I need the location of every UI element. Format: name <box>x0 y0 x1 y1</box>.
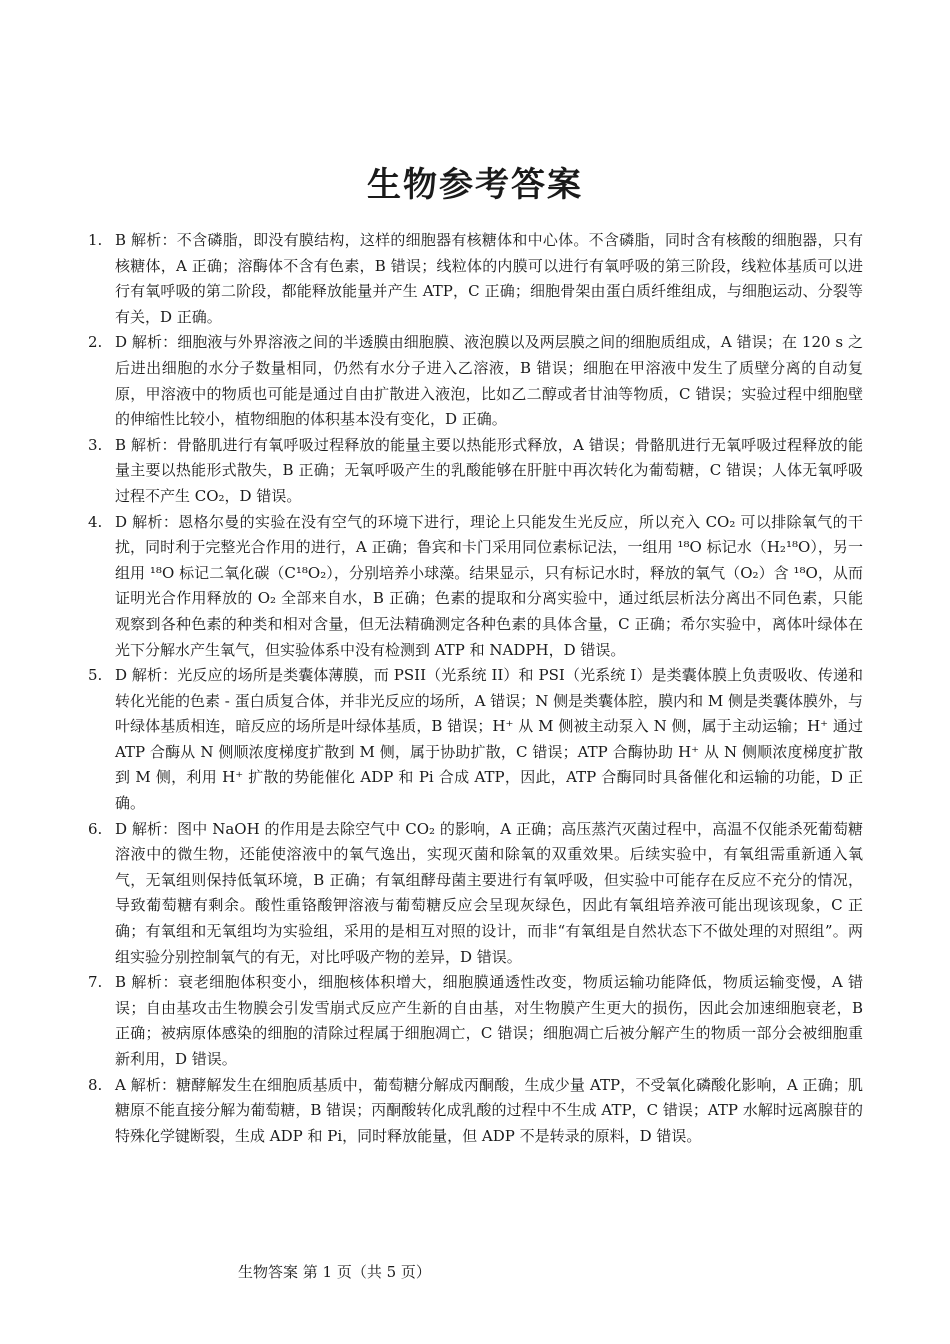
answer-number: 3. <box>88 435 103 454</box>
answer-text: B 解析：衰老细胞体积变小，细胞核体积增大，细胞膜通透性改变，物质运输功能降低，物质运输变慢，A 错误；自由基攻击生物膜会引发雪崩式反应产生新的自由基，对生物膜产生更大的损伤，因此会加速细胞衰老，B 正确；被病原体感染的细胞的清除过程属于细胞凋亡，C 错误；细胞凋亡后被分解产生的物质一部分会被细胞重新利用，D 错误。 <box>115 973 863 1068</box>
answer-item-3 <box>88 433 863 510</box>
answer-item-5 <box>88 663 863 817</box>
answer-text: D 解析：细胞液与外界溶液之间的半透膜由细胞膜、液泡膜以及两层膜之间的细胞质组成，A 错误；在 120 s 之后进出细胞的水分子数量相同，仍然有水分子进入乙溶液，B 错误；细胞在甲溶液中发生了质壁分离的自动复原，甲溶液中的物质也可能是通过自由扩散进入液泡，比如乙二醇或者甘油等物质，C 错误；实验过程中细胞壁的伸缩性比较小，植物细胞的体积基本没有变化，D 正确。 <box>115 333 863 429</box>
answer-text: D 解析：光反应的场所是类囊体薄膜，而 PSII（光系统 II）和 PSI（光系统 I）是类囊体膜上负责吸收、传递和转化光能的色素 - 蛋白质复合体，并非光反应的场所，A 错误；N 侧是类囊体腔，膜内和 M 侧是类囊体膜外，与叶绿体基质相连，暗反应的场所是叶绿体基质，B 错误；H⁺ 从 M 侧被主动泵入 N 侧，属于主动运输；H⁺ 通过 ATP 合酶从 N 侧顺浓度梯度扩散到 M 侧，属于协助扩散，C 错误；ATP 合酶协助 H⁺ 从 N 侧顺浓度梯度扩散到 M 侧，利用 H⁺ 扩散的势能催化 ADP 和 Pi 合成 ATP，因此，ATP 合酶同时具备催化和运输的功能，D 正确。 <box>115 666 863 813</box>
answer-number: 4. <box>88 512 103 531</box>
page-title: 生物参考答案 <box>367 165 583 205</box>
answer-number: 1. <box>88 231 103 249</box>
answer-item-2 <box>88 330 863 432</box>
answer-list <box>88 228 863 1149</box>
answer-item-4 <box>88 510 863 664</box>
answer-number: 5. <box>88 666 103 685</box>
page-footer: 生物答案 第 1 页（共 5 页） <box>238 1263 431 1281</box>
answer-number: 8. <box>88 1075 103 1094</box>
answer-text: D 解析：恩格尔曼的实验在没有空气的环境下进行，理论上只能发生光反应，所以充入 CO₂ 可以排除氧气的干扰，同时利于完整光合作用的进行，A 正确；鲁宾和卡门采用同位素标记法，一组用 ¹⁸O 标记水（H₂¹⁸O），另一组用 ¹⁸O 标记二氧化碳（C¹⁸O₂），分别培养小球藻。结果显示，只有标记水时，释放的氧气（O₂）含 ¹⁸O，从而证明光合作用释放的 O₂ 全部来自水，B 正确；色素的提取和分离实验中，通过纸层析法分离出不同色素，只能观察到各种色素的种类和相对含量，但无法精确测定各种色素的具体含量，C 正确；希尔实验中，离体叶绿体在光下分解水产生氧气，但实验体系中没有检测到 ATP 和 NADPH，D 错误。 <box>115 512 863 659</box>
answer-text: B 解析：骨骼肌进行有氧呼吸过程释放的能量主要以热能形式释放，A 错误；骨骼肌进行无氧呼吸过程释放的能量主要以热能形式散失，B 正确；无氧呼吸产生的乳酸能够在肝脏中再次转化为葡萄糖，C 错误；人体无氧呼吸过程不产生 CO₂，D 错误。 <box>115 435 863 505</box>
answer-text: B 解析：不含磷脂，即没有膜结构，这样的细胞器有核糖体和中心体。不含磷脂，同时含有核酸的细胞器，只有核糖体，A 正确；溶酶体不含有色素，B 错误；线粒体的内膜可以进行有氧呼吸的第三阶段，线粒体基质可以进行有氧呼吸的第二阶段，都能释放能量并产生 ATP，C 正确；细胞骨架由蛋白质纤维组成，与细胞运动、分裂等有关，D 正确。 <box>115 231 863 326</box>
answer-item-7 <box>88 970 863 1072</box>
answer-text: D 解析：图中 NaOH 的作用是去除空气中 CO₂ 的影响，A 正确；高压蒸汽灭菌过程中，高温不仅能杀死葡萄糖溶液中的微生物，还能使溶液中的氧气逸出，实现灭菌和除氧的双重效果。后续实验中，有氧组需重新通入氧气，无氧组则保持低氧环境，B 正确；有氧组酵母菌主要进行有氧呼吸，但实验中可能存在反应不充分的情况，导致葡萄糖有剩余。酸性重铬酸钾溶液与葡萄糖反应会呈现灰绿色，因此有氧组培养液可能出现该现象，C 正确；有氧组和无氧组均为实验组，采用的是相互对照的设计，而非“有氧组是自然状态下不做处理的对照组”。两组实验分别控制氧气的有无，对比呼吸产物的差异，D 错误。 <box>115 819 863 966</box>
answer-number: 2. <box>88 333 103 352</box>
answer-item-8 <box>88 1073 863 1150</box>
answer-number: 6. <box>88 819 103 838</box>
answer-text: A 解析：糖酵解发生在细胞质基质中，葡萄糖分解成丙酮酸，生成少量 ATP，不受氧化磷酸化影响，A 正确；肌糖原不能直接分解为葡萄糖，B 错误；丙酮酸转化成乳酸的过程中不生成 ATP，C 错误；ATP 水解时远离腺苷的特殊化学键断裂，生成 ADP 和 Pi，同时释放能量，但 ADP 不是转录的原料，D 错误。 <box>115 1075 863 1145</box>
answer-item-1 <box>88 228 863 330</box>
answer-number: 7. <box>88 973 103 992</box>
answer-item-6 <box>88 817 863 971</box>
